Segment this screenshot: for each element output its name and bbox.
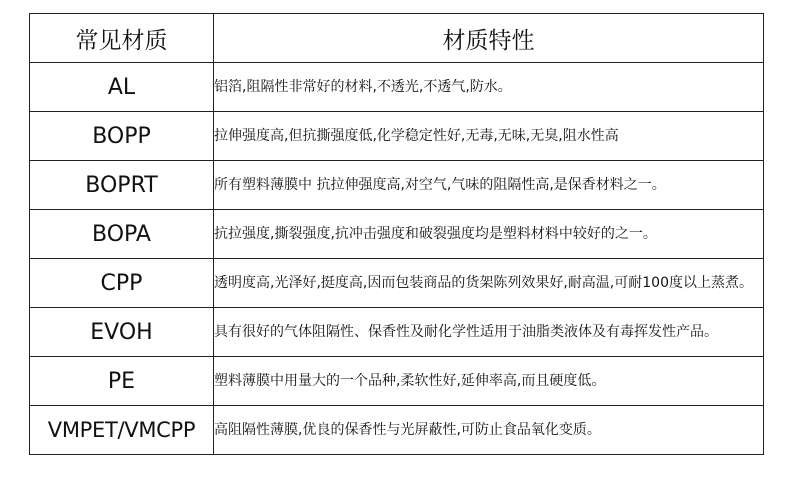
property-cell: 拉伸强度高,但抗撕强度低,化学稳定性好,无毒,无味,无臭,阻水性高 — [214, 112, 764, 161]
table-row — [30, 357, 764, 406]
material-cell: AL — [30, 63, 214, 112]
table-row — [30, 210, 764, 259]
material-cell: BOPRT — [30, 161, 214, 210]
table-header-row — [30, 14, 764, 63]
table-row — [30, 63, 764, 112]
table-row — [30, 406, 764, 455]
materials-table — [29, 13, 764, 455]
property-cell: 所有塑料薄膜中 抗拉伸强度高,对空气,气味的阻隔性高,是保香材料之一。 — [214, 161, 764, 210]
header-material: 常见材质 — [30, 14, 214, 63]
material-cell: VMPET/VMCPP — [30, 406, 214, 455]
material-cell: CPP — [30, 259, 214, 308]
material-cell: EVOH — [30, 308, 214, 357]
property-cell: 透明度高,光泽好,挺度高,因而包装商品的货架陈列效果好,耐高温,可耐100度以上蒸煮。 — [214, 259, 764, 308]
table-row — [30, 308, 764, 357]
material-cell: BOPP — [30, 112, 214, 161]
material-cell: PE — [30, 357, 214, 406]
table-row — [30, 259, 764, 308]
table-row — [30, 161, 764, 210]
property-cell: 具有很好的气体阻隔性、保香性及耐化学性适用于油脂类液体及有毒挥发性产品。 — [214, 308, 764, 357]
property-cell: 铝箔,阻隔性非常好的材料,不透光,不透气,防水。 — [214, 63, 764, 112]
header-property: 材质特性 — [214, 14, 764, 63]
table-row — [30, 112, 764, 161]
property-cell: 塑料薄膜中用量大的一个品种,柔软性好,延伸率高,而且硬度低。 — [214, 357, 764, 406]
property-cell: 抗拉强度,撕裂强度,抗冲击强度和破裂强度均是塑料材料中较好的之一。 — [214, 210, 764, 259]
material-cell: BOPA — [30, 210, 214, 259]
property-cell: 高阻隔性薄膜,优良的保香性与光屏蔽性,可防止食品氧化变质。 — [214, 406, 764, 455]
